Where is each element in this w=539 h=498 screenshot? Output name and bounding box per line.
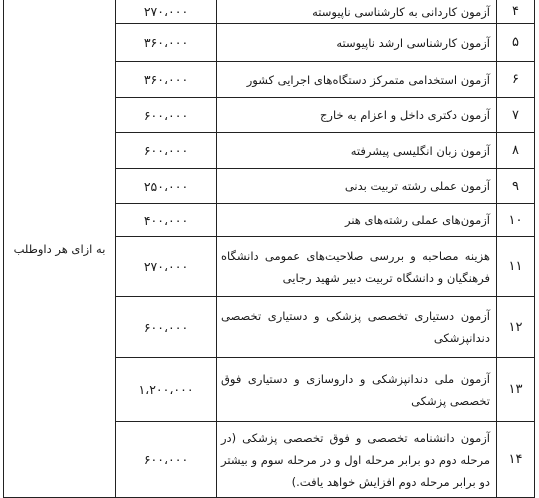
row-number: ۱۴	[508, 452, 523, 467]
row-description: آزمون استخدامی متمرکز دستگاه‌های اجرایی کشور	[246, 72, 490, 87]
row-number: ۸	[512, 143, 519, 158]
row-price: ۶۰۰،۰۰۰	[143, 107, 189, 123]
row-description: آزمون کارشناسی ارشد ناپیوسته	[336, 35, 490, 50]
row-number: ۱۰	[508, 212, 523, 228]
row-description: آزمون عملی رشته تربیت بدنی	[344, 179, 490, 193]
row-description: هزینه مصاحبه و بررسی صلاحیت‌های عمومی دانشگاه فرهنگیان و دانشگاه تربیت دبیر شهید رجایی	[221, 248, 490, 285]
table-border-right	[534, 0, 535, 498]
row-price: ۴۰۰،۰۰۰	[143, 212, 189, 228]
row-number: ۱۱	[508, 259, 523, 274]
row-price: ۲۵۰،۰۰۰	[143, 178, 189, 194]
row-number: ۱۲	[508, 319, 523, 335]
row-description: آزمون کاردانی به کارشناسی ناپیوسته	[312, 4, 490, 19]
row-description: آزمون‌های عملی رشته‌های هنر	[344, 213, 490, 227]
row-price: ۱،۲۰۰،۰۰۰	[138, 382, 194, 397]
row-description: آزمون ملی دندانپزشکی و داروسازی و دستیاری فوق تخصصی پزشکی	[221, 371, 490, 408]
row-number: ۵	[512, 35, 519, 50]
row-price: ۳۶۰،۰۰۰	[143, 35, 189, 50]
row-number: ۶	[512, 72, 519, 87]
row-price: ۳۶۰،۰۰۰	[143, 72, 189, 87]
row-price: ۶۰۰،۰۰۰	[143, 452, 189, 467]
row-price: ۲۷۰،۰۰۰	[143, 259, 189, 274]
row-number: ۷	[512, 107, 519, 123]
row-description: آزمون دانشنامه تخصصی و فوق تخصصی پزشکی (در مرحله دوم دو برابر مرحله اول و در مرحله سوم و بیشتر دو برابر مرحله دوم افزایش خواهد یافت.)	[221, 430, 490, 489]
row-number: ۴	[512, 4, 519, 19]
row-description: آزمون زبان انگلیسی پیشرفته	[350, 143, 490, 158]
row-description: آزمون دستیاری تخصصی پزشکی و دستیاری تخصصی دندانپزشکی	[221, 309, 490, 345]
row-description: آزمون دکتری داخل و اعزام به خارج	[319, 108, 490, 122]
row-price: ۶۰۰،۰۰۰	[143, 319, 189, 335]
row-number: ۹	[512, 178, 519, 194]
row-number: ۱۳	[508, 382, 523, 397]
merged-per-candidate-cell: به ازای هر داوطلب	[13, 241, 106, 256]
row-price: ۶۰۰،۰۰۰	[143, 143, 189, 158]
row-price: ۲۷۰،۰۰۰	[143, 4, 189, 19]
